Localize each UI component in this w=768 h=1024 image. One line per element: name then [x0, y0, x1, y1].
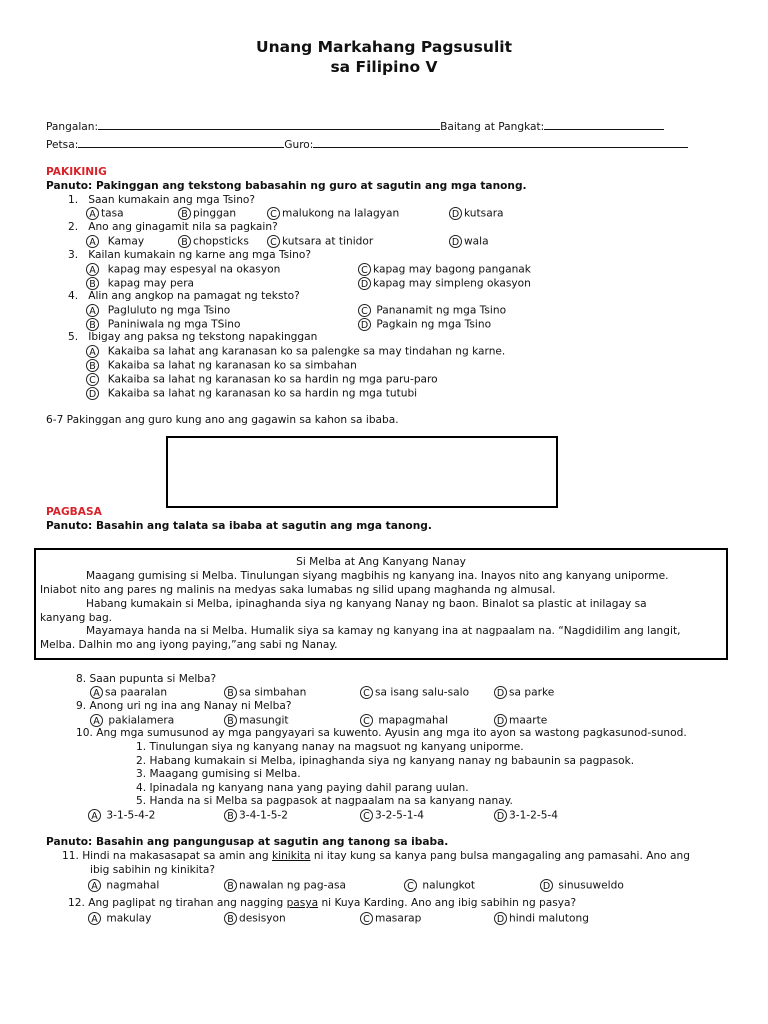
q11-option-b[interactable]: B nawalan ng pag-asa: [224, 879, 346, 892]
q8-option-d[interactable]: D sa parke: [494, 686, 554, 699]
q9-option-c[interactable]: C mapagmahal: [360, 714, 448, 727]
question-10: 10. Ang mga sumusunod ay mga pangyayari sa kuwento. Ayusin ang mga ito ayon sa wastong pagkasunod-sunod.: [76, 727, 687, 739]
grade-blank[interactable]: [544, 118, 664, 130]
q10-option-c[interactable]: C 3-2-5-1-4: [360, 809, 424, 822]
q10-item-1: 1. Tinulungan siya ng kanyang nanay na magsuot ng kanyang uniporme.: [136, 741, 524, 753]
q12-option-a[interactable]: A makulay: [88, 912, 151, 925]
instruction-vocabulary: Panuto: Basahin ang pangungusap at sagutin ang tanong sa ibaba.: [46, 836, 449, 848]
q10-item-3: 3. Maagang gumising si Melba.: [136, 768, 301, 780]
q4-option-d[interactable]: D Pagkain ng mga Tsino: [358, 318, 491, 331]
q11-option-c[interactable]: C nalungkot: [404, 879, 475, 892]
q11-keyword: kinikita: [271, 850, 311, 862]
q10-item-2: 2. Habang kumakain si Melba, ipinaghanda siya ng kanyang nanay ng babaunin sa pagpasok.: [136, 755, 635, 767]
teacher-blank[interactable]: [313, 136, 688, 148]
q4-option-a[interactable]: A Pagluluto ng mga Tsino: [86, 304, 230, 317]
question-4: 4. Alin ang angkop na pamagat ng teksto?: [68, 290, 300, 302]
q8-option-b[interactable]: B sa simbahan: [224, 686, 306, 699]
q1-option-b[interactable]: B pinggan: [178, 207, 236, 220]
q2-option-c[interactable]: C kutsara at tinidor: [267, 235, 373, 248]
q2-option-d[interactable]: D wala: [449, 235, 489, 248]
question-11: 11. Hindi na makasasapat sa amin ang kinikita ni itay kung sa kanya pang bulsa mangagaling ang pamasahi. Ano ang: [62, 850, 690, 862]
q11-option-a[interactable]: A nagmahal: [88, 879, 159, 892]
question-9: 9. Anong uri ng ina ang Nanay ni Melba?: [76, 700, 292, 712]
q5-option-a[interactable]: A Kakaiba sa lahat ang karanasan ko sa palengke sa may tindahan ng karne.: [86, 345, 505, 358]
q3-option-a[interactable]: A kapag may espesyal na okasyon: [86, 263, 280, 276]
answer-box-6-7[interactable]: [166, 436, 558, 508]
question-12: 12. Ang paglipat ng tirahan ang nagging pasya ni Kuya Karding. Ano ang ibig sabihin ng pasya?: [68, 897, 577, 909]
q9-option-b[interactable]: B masungit: [224, 714, 289, 727]
instruction-pagbasa: Panuto: Basahin ang talata sa ibaba at sagutin ang mga tanong.: [46, 520, 432, 532]
question-6-7: 6-7 Pakinggan ang guro kung ano ang gagawin sa kahon sa ibaba.: [46, 414, 399, 426]
q10-item-4: 4. Ipinadala ng kanyang nana yang paying dahil parang uulan.: [136, 782, 469, 794]
q3-option-b[interactable]: B kapag may pera: [86, 277, 194, 290]
q2-option-a[interactable]: A Kamay: [86, 235, 144, 248]
instruction-pakikinig: Panuto: Pakinggan ang tekstong babasahin ng guro at sagutin ang mga tanong.: [46, 180, 527, 192]
page-title: Unang Markahang Pagsusulit: [256, 38, 512, 56]
q10-option-a[interactable]: A 3-1-5-4-2: [88, 809, 155, 822]
q2-option-b[interactable]: B chopsticks: [178, 235, 249, 248]
story-paragraph-3a: Mayamaya handa na si Melba. Humalik siya sa kamay ng kanyang ina at nagpaalam na. “Nagdidilim ang langit,: [86, 625, 681, 637]
story-paragraph-3b: Melba. Dalhin mo ang iyong paying,”ang sabi ng Nanay.: [40, 639, 338, 651]
q12-option-c[interactable]: C masarap: [360, 912, 421, 925]
q5-option-c[interactable]: C Kakaiba sa lahat ng karanasan ko sa hardin ng mga paru-paro: [86, 373, 438, 386]
name-field[interactable]: Pangalan: Baitang at Pangkat:: [46, 118, 664, 133]
q10-option-d[interactable]: D 3-1-2-5-4: [494, 809, 558, 822]
q10-item-5: 5. Handa na si Melba sa pagpasok at nagpaalam na sa kanyang nanay.: [136, 795, 513, 807]
date-field[interactable]: Petsa: Guro:: [46, 136, 688, 151]
q9-option-d[interactable]: D maarte: [494, 714, 547, 727]
q12-option-b[interactable]: B desisyon: [224, 912, 286, 925]
story-paragraph-1a: Maagang gumising si Melba. Tinulungan siyang magbihis ng kanyang ina. Inayos nito ang kanyang uniporme.: [86, 570, 669, 582]
q5-option-b[interactable]: B Kakaiba sa lahat ng karanasan ko sa simbahan: [86, 359, 357, 372]
q4-option-b[interactable]: B Paniniwala ng mga TSino: [86, 318, 240, 331]
question-3: 3. Kailan kumakain ng karne ang mga Tsino?: [68, 249, 311, 261]
q1-option-a[interactable]: A tasa: [86, 207, 124, 220]
q3-option-c[interactable]: C kapag may bagong panganak: [358, 263, 531, 276]
q10-option-b[interactable]: B 3-4-1-5-2: [224, 809, 288, 822]
q9-option-a[interactable]: A pakialamera: [90, 714, 174, 727]
question-2: 2. Ano ang ginagamit nila sa pagkain?: [68, 221, 278, 233]
page-subtitle: sa Filipino V: [330, 58, 438, 76]
question-11-line2: ibig sabihin ng kinikita?: [90, 864, 216, 876]
story-paragraph-2a: Habang kumakain si Melba, ipinaghanda siya ng kanyang Nanay ng baon. Binalot sa plastic at inilagay sa: [86, 598, 647, 610]
section-heading-pagbasa: PAGBASA: [46, 506, 102, 518]
q8-option-a[interactable]: A sa paaralan: [90, 686, 167, 699]
q1-option-c[interactable]: C malukong na lalagyan: [267, 207, 399, 220]
date-blank[interactable]: [78, 136, 284, 148]
q3-option-d[interactable]: D kapag may simpleng okasyon: [358, 277, 531, 290]
q1-option-d[interactable]: D kutsara: [449, 207, 504, 220]
question-1: 1. Saan kumakain ang mga Tsino?: [68, 194, 256, 206]
question-8: 8. Saan pupunta si Melba?: [76, 673, 217, 685]
story-title: Si Melba at Ang Kanyang Nanay: [296, 556, 466, 568]
q5-option-d[interactable]: D Kakaiba sa lahat ng karanasan ko sa hardin ng mga tutubi: [86, 387, 417, 400]
q12-option-d[interactable]: D hindi malutong: [494, 912, 589, 925]
story-paragraph-2b: kanyang bag.: [40, 612, 113, 624]
q12-keyword: pasya: [286, 897, 319, 909]
q4-option-c[interactable]: C Pananamit ng mga Tsino: [358, 304, 506, 317]
q11-option-d[interactable]: D sinusuweldo: [540, 879, 624, 892]
question-5: 5. Ibigay ang paksa ng tekstong napakinggan: [68, 331, 318, 343]
q8-option-c[interactable]: C sa isang salu-salo: [360, 686, 469, 699]
section-heading-pakikinig: PAKIKINIG: [46, 166, 107, 178]
name-blank[interactable]: [98, 118, 440, 130]
story-paragraph-1b: Iniabot nito ang pares ng malinis na medyas saka lumabas ng silid upang maghanda ng almusal.: [40, 584, 556, 596]
